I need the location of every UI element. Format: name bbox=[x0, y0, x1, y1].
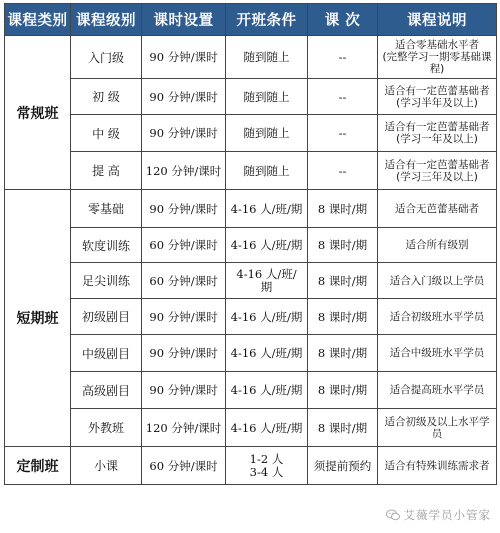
watermark-text: 艾薇学员小管家 bbox=[403, 508, 491, 522]
description-cell: 适合所有级别 bbox=[378, 228, 497, 263]
hours-cell: 120 分钟/课时 bbox=[142, 409, 226, 447]
sessions-cell: 8 课时/期 bbox=[308, 228, 378, 263]
description-cell: 适合零基础水平者 (完整学习一期零基础课 程) bbox=[378, 36, 497, 79]
table-row bbox=[5, 372, 497, 409]
header-level: 课程级别 bbox=[71, 4, 142, 36]
table-row bbox=[5, 447, 497, 485]
hours-cell: 60 分钟/课时 bbox=[142, 263, 226, 299]
description-cell: 适合提高班水平学员 bbox=[378, 372, 497, 409]
condition-cell: 随到随上 bbox=[226, 79, 308, 115]
sessions-cell: 8 课时/期 bbox=[308, 299, 378, 335]
condition-cell: 随到随上 bbox=[226, 152, 308, 190]
hours-cell: 90 分钟/课时 bbox=[142, 115, 226, 152]
sessions-cell: 8 课时/期 bbox=[308, 263, 378, 299]
hours-cell: 90 分钟/课时 bbox=[142, 79, 226, 115]
level-cell: 小课 bbox=[71, 447, 142, 485]
hours-cell: 90 分钟/课时 bbox=[142, 335, 226, 372]
description-cell: 适合有一定芭蕾基础者 (学习半年及以上) bbox=[378, 79, 497, 115]
category-short: 短期班 bbox=[5, 190, 71, 447]
watermark bbox=[386, 507, 492, 523]
sessions-cell: -- bbox=[308, 79, 378, 115]
level-cell: 零基础 bbox=[71, 190, 142, 228]
hours-cell: 60 分钟/课时 bbox=[142, 447, 226, 485]
description-cell: 适合入门级以上学员 bbox=[378, 263, 497, 299]
description-cell: 适合初级及以上水平学员 bbox=[378, 409, 497, 447]
description-cell: 适合有特殊训练需求者 bbox=[378, 447, 497, 485]
sessions-cell: 8 课时/期 bbox=[308, 190, 378, 228]
table-row bbox=[5, 299, 497, 335]
level-cell: 外教班 bbox=[71, 409, 142, 447]
description-cell: 适合有一定芭蕾基础者 (学习三年及以上) bbox=[378, 152, 497, 190]
description-cell: 适合中级班水平学员 bbox=[378, 335, 497, 372]
sessions-cell: -- bbox=[308, 152, 378, 190]
category-custom: 定制班 bbox=[5, 447, 71, 485]
category-regular: 常规班 bbox=[5, 36, 71, 190]
header-description: 课程说明 bbox=[378, 4, 497, 36]
condition-cell: 4-16 人/班/期 bbox=[226, 299, 308, 335]
sessions-cell: 8 课时/期 bbox=[308, 335, 378, 372]
level-cell: 高级剧目 bbox=[71, 372, 142, 409]
hours-cell: 90 分钟/课时 bbox=[142, 36, 226, 79]
condition-cell: 4-16 人/班/期 bbox=[226, 372, 308, 409]
description-cell: 适合初级班水平学员 bbox=[378, 299, 497, 335]
level-cell: 初 级 bbox=[71, 79, 142, 115]
condition-cell: 4-16 人/班/期 bbox=[226, 335, 308, 372]
header-category: 课程类别 bbox=[5, 4, 71, 36]
header-hours: 课时设置 bbox=[142, 4, 226, 36]
table-row bbox=[5, 190, 497, 228]
description-cell: 适合有一定芭蕾基础者 (学习一年及以上) bbox=[378, 115, 497, 152]
table-row bbox=[5, 409, 497, 447]
header-sessions: 课 次 bbox=[308, 4, 378, 36]
level-cell: 足尖训练 bbox=[71, 263, 142, 299]
hours-cell: 120 分钟/课时 bbox=[142, 152, 226, 190]
condition-cell: 1-2 人 3-4 人 bbox=[226, 447, 308, 485]
level-cell: 初级剧目 bbox=[71, 299, 142, 335]
sessions-cell: 8 课时/期 bbox=[308, 372, 378, 409]
table-row bbox=[5, 36, 497, 79]
level-cell: 软度训练 bbox=[71, 228, 142, 263]
table-row bbox=[5, 335, 497, 372]
table-row bbox=[5, 228, 497, 263]
hours-cell: 90 分钟/课时 bbox=[142, 372, 226, 409]
description-cell: 适合无芭蕾基础者 bbox=[378, 190, 497, 228]
wechat-icon bbox=[386, 509, 400, 521]
header-condition: 开班条件 bbox=[226, 4, 308, 36]
table-row bbox=[5, 263, 497, 299]
sessions-cell: -- bbox=[308, 36, 378, 79]
condition-cell: 4-16 人/班/期 bbox=[226, 190, 308, 228]
header-row bbox=[5, 4, 497, 36]
condition-cell: 随到随上 bbox=[226, 115, 308, 152]
sessions-cell: 8 课时/期 bbox=[308, 409, 378, 447]
condition-cell: 4-16 人/班/ 期 bbox=[226, 263, 308, 299]
hours-cell: 90 分钟/课时 bbox=[142, 299, 226, 335]
hours-cell: 90 分钟/课时 bbox=[142, 190, 226, 228]
sessions-cell: -- bbox=[308, 115, 378, 152]
level-cell: 中级剧目 bbox=[71, 335, 142, 372]
condition-cell: 随到随上 bbox=[226, 36, 308, 79]
level-cell: 中 级 bbox=[71, 115, 142, 152]
table-row bbox=[5, 152, 497, 190]
hours-cell: 60 分钟/课时 bbox=[142, 228, 226, 263]
condition-cell: 4-16 人/班/期 bbox=[226, 409, 308, 447]
sessions-cell: 须提前预约 bbox=[308, 447, 378, 485]
table-row bbox=[5, 115, 497, 152]
level-cell: 入门级 bbox=[71, 36, 142, 79]
level-cell: 提 高 bbox=[71, 152, 142, 190]
table-row bbox=[5, 79, 497, 115]
condition-cell: 4-16 人/班/期 bbox=[226, 228, 308, 263]
course-table bbox=[4, 3, 497, 485]
